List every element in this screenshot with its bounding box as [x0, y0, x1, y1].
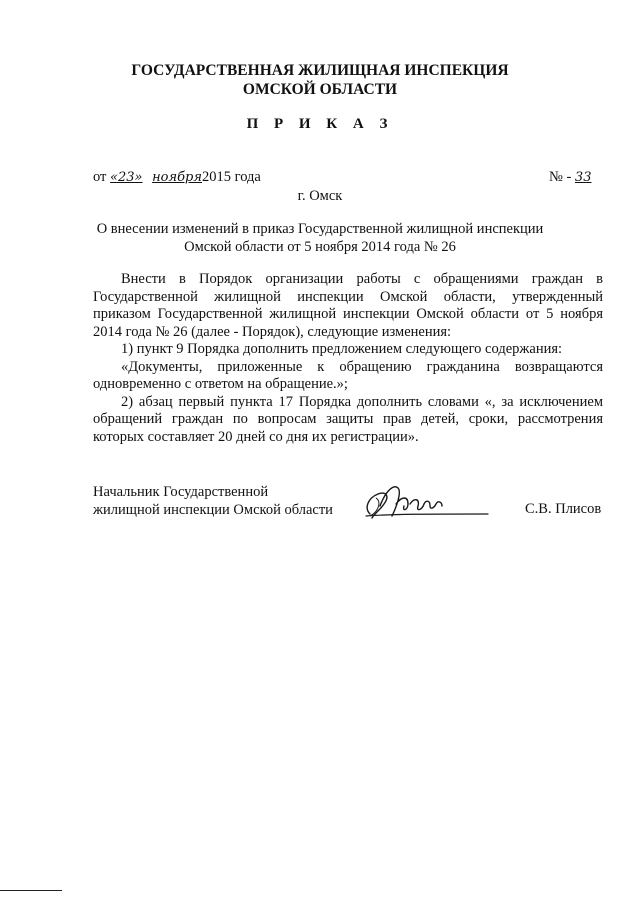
date-month: ноября [152, 170, 202, 185]
paragraph-line: обращений граждан по вопросам защиты прав детей, сроки, рассмотрения [93, 411, 603, 427]
order-number [549, 169, 591, 186]
subject-line2: Омской области от 5 ноября 2014 года № 26 [184, 239, 456, 255]
city: г. Омск [297, 188, 343, 204]
paragraph-line: «Документы, приложенные к обращению гражданина возвращаются [121, 358, 603, 375]
signatory-position [93, 484, 333, 519]
paragraph-line: 2014 года № 26 (далее - Порядок), следующие изменения: [93, 323, 452, 340]
paragraph-line: которых составляет 20 дней со дня их регистрации». [93, 428, 419, 445]
document-type: П Р И К А З [246, 116, 394, 132]
paragraph-line: приказом Государственной жилищной инспекции Омской области от 5 ноября [93, 306, 603, 322]
order-number-value: 33 [574, 170, 592, 185]
paragraph-line: 2) абзац первый пункта 17 Порядка дополнить словами «, за исключением [121, 393, 603, 410]
paragraph-line: одновременно с ответом на обращение.»; [93, 376, 348, 392]
signatory-name: С.В. Плисов [525, 501, 602, 517]
signatory-position-line1: Начальник Государственной [93, 484, 269, 500]
order-body [93, 271, 603, 446]
order-number-label: № - [549, 169, 572, 185]
signatory-position-line2: жилищной инспекции Омской области [93, 501, 333, 518]
org-name-line2: ОМСКОЙ ОБЛАСТИ [242, 81, 398, 98]
date-year: 2015 года [201, 169, 261, 185]
date-from-label: от [93, 169, 107, 185]
paragraph-line: Внести в Порядок организации работы с обращениями граждан в [121, 271, 603, 287]
paragraph-line: 1) пункт 9 Порядка дополнить предложением следующего содержания: [121, 341, 563, 357]
paragraph-line: Государственной жилищной инспекции Омской области, утвержденный [93, 288, 603, 305]
date-line [93, 169, 261, 186]
org-name-line1: ГОСУДАРСТВЕННАЯ ЖИЛИЩНАЯ ИНСПЕКЦИЯ [131, 62, 509, 79]
subject-line1: О внесении изменений в приказ Государственной жилищной инспекции [96, 221, 544, 237]
handwritten-signature [360, 478, 490, 526]
date-day: «23» [110, 170, 143, 185]
footnote-rule [0, 890, 62, 891]
